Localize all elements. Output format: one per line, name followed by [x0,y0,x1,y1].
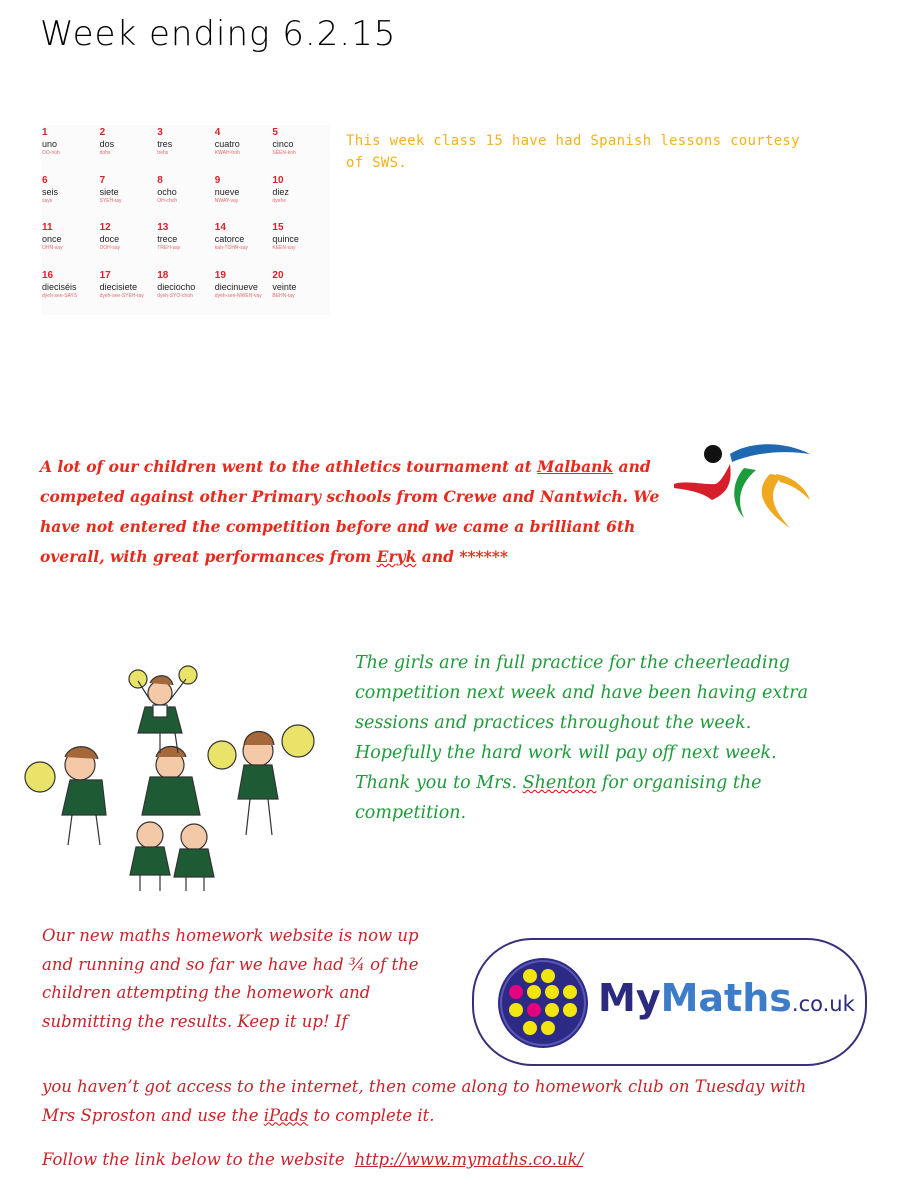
number-pronunciation: dyeh-see-NWEH-vay [214,292,262,299]
number-word: doce [99,234,120,244]
number-pronunciation: DOH-say [99,245,121,251]
number-pronunciation: dyeh-see-SAYS [42,292,78,299]
mymaths-wordmark [598,976,855,1020]
number-digit: 6 [42,174,48,186]
spanish-number-cell [100,220,158,268]
cheerleaders-illustration [10,665,320,895]
maths-text-part2b: to complete it. [308,1105,435,1125]
number-pronunciation: dohs [99,150,111,156]
spanish-number-cell [42,173,100,221]
spanish-number-cell [157,125,215,173]
number-pronunciation: NWAY-vay [214,197,239,204]
maths-ipads: iPads [263,1105,309,1125]
mymaths-logo [472,938,867,1066]
cheer-text-part2: for organising the competition. [355,773,762,823]
mymaths-dots-icon [496,956,590,1050]
number-word: veinte [272,281,297,292]
number-pronunciation: SEEN-koh [272,150,296,156]
cheer-name: Shenton [522,773,597,793]
number-digit: 3 [157,127,163,138]
spanish-number-cell [100,268,158,316]
athletics-name: Eryk [376,547,417,566]
number-pronunciation: KEEN-say [272,245,296,251]
spanish-number-cell [157,268,215,316]
spanish-number-cell [42,268,100,316]
number-word: cinco [272,139,294,149]
number-word: diecinueve [214,281,258,292]
athletics-text-part1: A lot of our children went to the athletics tournament at [40,457,538,476]
number-pronunciation: trehs [157,150,169,156]
number-word: diecisiete [99,281,138,292]
number-pronunciation: dyehs [272,197,286,204]
number-word: cuatro [214,139,240,149]
number-word: dos [99,139,115,149]
number-digit: 20 [272,269,284,281]
number-pronunciation: OH-choh [157,197,178,204]
spanish-number-cell [272,268,330,316]
number-digit: 14 [214,222,226,233]
number-pronunciation: dyeh-SYO-choh [157,292,193,299]
athletics-place: Malbank [537,457,614,476]
page-title: Week ending 6.2.15 [40,14,397,54]
spanish-number-cell [157,220,215,268]
number-word: siete [99,186,119,197]
maths-text-part2a: you haven’t got access to the internet, then come along to homework club on Tuesday with Mrs Sproston and use the [42,1077,807,1125]
number-digit: 7 [99,174,106,186]
number-word: dieciséis [42,281,77,292]
number-word: ocho [157,186,177,197]
number-pronunciation: says [42,197,53,204]
athletics-text-part3: and ****** [416,547,508,566]
maths-homework-text: Our new maths homework website is now up and running and so far we have had ¾ of the children attempting the homework and submitting the results. Keep it up! If [42,926,419,1031]
number-pronunciation: dyeh-see-SYEH-tay [99,292,144,299]
number-word: diez [272,186,289,197]
number-word: seis [42,186,59,197]
spanish-number-cell [157,173,215,221]
spanish-lessons-text: This week class 15 have had Spanish lessons courtesy of SWS. [346,133,800,171]
spanish-number-cell [215,173,273,221]
number-word: dieciocho [157,281,196,292]
number-word: trece [157,234,178,244]
cheer-text-part1: The girls are in full practice for the cheerleading competition next week and have been having extra sessions and practices throughout the week. Hopefully the hard work will pay off next week. Thank you to Mrs. [355,653,809,793]
mymaths-link[interactable]: http://www.mymaths.co.uk/ [354,1150,584,1169]
number-pronunciation: OO-noh [42,150,60,156]
number-word: quince [272,234,299,244]
follow-text: Follow the link below to the website [42,1150,345,1169]
athletics-text [40,452,700,572]
athletics-text-part2: and competed against other Primary schools from Crewe and Nantwich. We have not entered the competition before and we came a brilliant 6th overall, with great performances from [40,457,660,566]
number-digit: 10 [272,174,284,186]
spanish-number-cell [215,220,273,268]
number-digit: 2 [99,127,106,138]
number-digit: 16 [42,269,54,281]
follow-link-line [42,1146,842,1174]
mymaths-domain: .co.uk [791,992,855,1016]
number-digit: 19 [214,269,226,281]
spanish-number-cell [42,125,100,173]
number-pronunciation: SYEH-tay [99,197,122,204]
number-digit: 12 [99,222,111,233]
cheerleading-text [355,648,835,828]
number-digit: 9 [214,174,221,186]
spanish-number-cell [272,173,330,221]
number-digit: 5 [272,127,278,138]
spanish-number-cell [100,173,158,221]
mymaths-my: My [598,976,661,1020]
spanish-number-cell [215,268,273,316]
spanish-number-cell [272,125,330,173]
number-pronunciation: kah-TOHR-say [214,245,249,251]
number-word: once [42,234,62,244]
number-digit: 13 [157,222,169,233]
number-pronunciation: OHN-say [42,245,63,251]
number-digit: 1 [42,127,48,138]
number-digit: 17 [99,269,111,281]
number-pronunciation: TREH-say [157,245,181,251]
number-word: uno [42,139,58,149]
number-digit: 11 [42,222,53,233]
spanish-number-cell [100,125,158,173]
number-word: tres [157,139,173,149]
spanish-numbers-card [42,125,330,315]
number-pronunciation: KWAH-troh [214,150,240,156]
number-digit: 8 [157,174,163,186]
number-digit: 4 [214,127,221,138]
number-word: catorce [214,234,245,244]
number-digit: 15 [272,222,284,233]
number-digit: 18 [157,269,169,281]
mymaths-maths: Maths [660,976,792,1020]
maths-homework-continued [42,1073,832,1130]
number-pronunciation: BEHN-tay [272,292,295,299]
number-word: nueve [214,186,240,197]
spanish-number-cell [42,220,100,268]
spanish-number-cell [215,125,273,173]
spanish-number-cell [272,220,330,268]
